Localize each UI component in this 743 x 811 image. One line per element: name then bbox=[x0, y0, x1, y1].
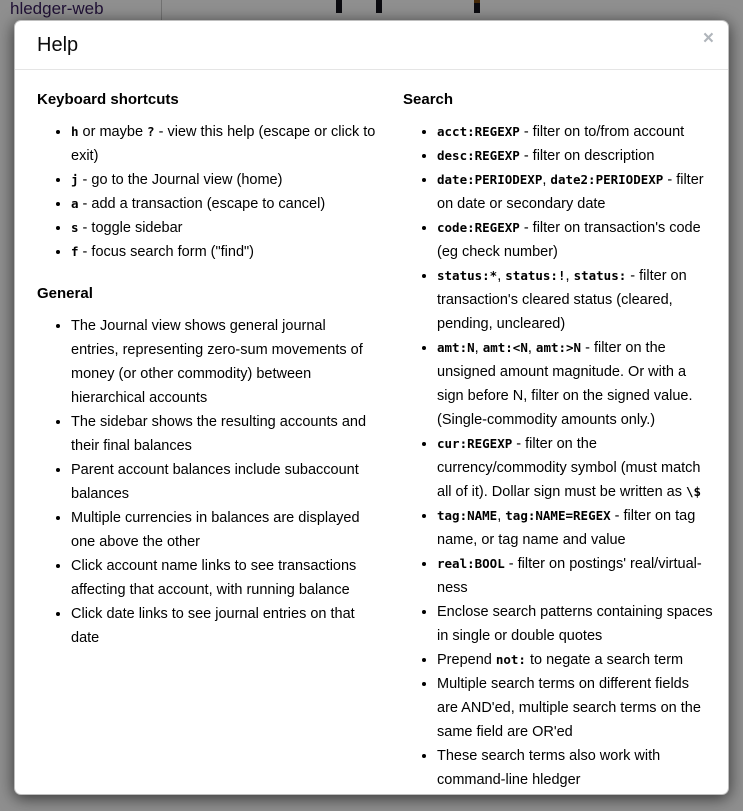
code-term: date:PERIODEXP bbox=[437, 172, 543, 187]
code-term: h bbox=[71, 124, 79, 139]
list-item: • These search terms also work with command-line hledger bbox=[437, 744, 713, 792]
code-term: not: bbox=[495, 652, 526, 667]
code-term: amt:N bbox=[437, 340, 475, 355]
code-term: f bbox=[71, 244, 79, 259]
column-search bbox=[387, 78, 713, 794]
code-term: s bbox=[71, 220, 79, 235]
list-item: • cur:REGEXP - filter on the currency/commodity symbol (must match all of it). Dollar sign must be written as \$ bbox=[437, 432, 713, 504]
modal-title: Help bbox=[37, 34, 79, 56]
list-item: • h or maybe ? - view this help (escape or click to exit) bbox=[71, 120, 377, 168]
modal-body bbox=[15, 70, 728, 795]
code-term: j bbox=[71, 172, 79, 187]
brand-link: hledger-web bbox=[10, 0, 104, 18]
list-item: • acct:REGEXP - filter on to/from account bbox=[437, 120, 713, 144]
code-term: a bbox=[71, 196, 79, 211]
code-term: tag:NAME=REGEX bbox=[505, 508, 611, 523]
list-item: • f - focus search form ("find") bbox=[71, 240, 377, 264]
list-item: • s - toggle sidebar bbox=[71, 216, 377, 240]
code-term: date2:PERIODEXP bbox=[550, 172, 664, 187]
list-item: • real:BOOL - filter on postings' real/virtual-ness bbox=[437, 552, 713, 600]
close-icon[interactable]: × bbox=[702, 28, 714, 49]
help-list bbox=[403, 120, 713, 792]
code-term: desc:REGEXP bbox=[437, 148, 520, 163]
section-heading: Search bbox=[403, 91, 454, 108]
list-item: • The sidebar shows the resulting accounts and their final balances bbox=[71, 410, 377, 458]
list-item: • Click date links to see journal entries on that date bbox=[71, 602, 377, 650]
code-term: status:! bbox=[505, 268, 566, 283]
help-modal bbox=[14, 20, 729, 795]
list-item: • The Journal view shows general journal entries, representing zero-sum movements of money (or other commodity) between hierarchical accounts bbox=[71, 314, 377, 410]
list-item: • Multiple search terms on different fields are AND'ed, multiple search terms on the same field are OR'ed bbox=[437, 672, 713, 744]
modal-header bbox=[15, 21, 728, 70]
list-item: • j - go to the Journal view (home) bbox=[71, 168, 377, 192]
code-term: \$ bbox=[686, 484, 702, 499]
list-item: • Click account name links to see transactions affecting that account, with running balance bbox=[71, 554, 377, 602]
code-term: tag:NAME bbox=[437, 508, 498, 523]
code-term: amt:<N bbox=[482, 340, 528, 355]
column-keyboard-general bbox=[37, 78, 387, 794]
section-heading: Keyboard shortcuts bbox=[37, 91, 179, 108]
list-item: • amt:N, amt:<N, amt:>N - filter on the unsigned amount magnitude. Or with a sign before N, filter on the signed value. (Single-commodity amounts only.) bbox=[437, 336, 713, 432]
list-item: • a - add a transaction (escape to cancel) bbox=[71, 192, 377, 216]
code-term: amt:>N bbox=[535, 340, 582, 355]
code-term: status:* bbox=[437, 268, 498, 283]
section-heading: General bbox=[37, 285, 93, 302]
code-term: status: bbox=[573, 268, 627, 283]
list-item: • Prepend not: to negate a search term bbox=[437, 648, 713, 672]
code-term: acct:REGEXP bbox=[437, 124, 520, 139]
list-item: • status:*, status:!, status: - filter on transaction's cleared status (cleared, pending, uncleared) bbox=[437, 264, 713, 336]
help-list bbox=[37, 120, 377, 264]
list-item: • date:PERIODEXP, date2:PERIODEXP - filter on date or secondary date bbox=[437, 168, 713, 216]
list-item: • tag:NAME, tag:NAME=REGEX - filter on tag name, or tag name and value bbox=[437, 504, 713, 552]
list-item: • desc:REGEXP - filter on description bbox=[437, 144, 713, 168]
code-term: real:BOOL bbox=[437, 556, 505, 571]
help-list bbox=[37, 314, 377, 650]
code-term: cur:REGEXP bbox=[437, 436, 513, 451]
list-item: • Enclose search patterns containing spaces in single or double quotes bbox=[437, 600, 713, 648]
code-term: ? bbox=[147, 124, 155, 139]
code-term: code:REGEXP bbox=[437, 220, 520, 235]
list-item: • Multiple currencies in balances are displayed one above the other bbox=[71, 506, 377, 554]
list-item: • Parent account balances include subaccount balances bbox=[71, 458, 377, 506]
list-item: • code:REGEXP - filter on transaction's code (eg check number) bbox=[437, 216, 713, 264]
